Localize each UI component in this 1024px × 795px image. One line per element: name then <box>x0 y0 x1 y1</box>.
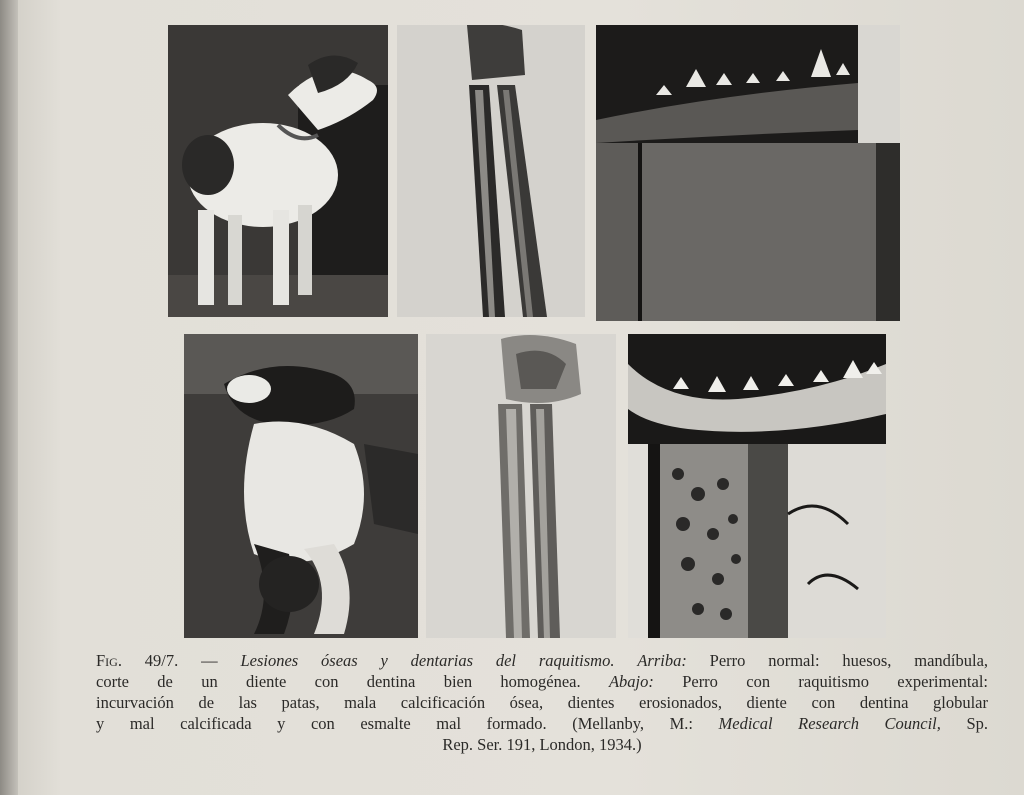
caption-line-4 <box>96 713 988 734</box>
caption-title: Lesiones óseas y dentarias del raquitismo. <box>240 651 615 670</box>
figure-panel-normal-dog <box>168 25 388 317</box>
normal-dog-photo <box>168 25 388 317</box>
caption-line-5-text: Rep. Ser. 191, London, 1934.) <box>442 735 642 754</box>
book-spine-shadow <box>0 0 18 795</box>
figure-label: Fig. 49/7. — <box>96 651 218 670</box>
caption-line-4-a: y mal calcificada y con esmalte mal formado. (Mellanby, M.: <box>96 714 693 733</box>
caption-source-italic: Medical Research Council, <box>718 714 941 733</box>
caption-arriba-label: Arriba: <box>637 651 687 670</box>
caption-line-2-text: corte de un diente con dentina bien homogénea. <box>96 672 581 691</box>
figure-panel-rachitic-bone-xray <box>426 334 616 638</box>
figure-panel-normal-bone-xray <box>397 25 585 317</box>
normal-jaw-and-tooth-section <box>596 25 900 321</box>
rachitic-jaw-and-tooth-section <box>628 334 886 638</box>
figure-panel-rachitic-dog <box>184 334 418 638</box>
caption-line-3-text: incurvación de las patas, mala calcificación ósea, dientes erosionados, diente con dentina globular <box>96 693 988 712</box>
rachitic-bone-xray <box>426 334 616 638</box>
caption-line-5 <box>96 734 988 755</box>
figure-panel-rachitic-jaw-tooth <box>628 334 886 638</box>
caption-arriba-text: Perro normal: huesos, mandíbula, <box>709 651 989 670</box>
caption-line-3 <box>96 692 988 713</box>
normal-bone-xray <box>397 25 585 317</box>
caption-line-4-b: Sp. <box>966 714 989 733</box>
caption-abajo-label: Abajo: <box>608 672 654 691</box>
rachitic-dog-photo <box>184 334 418 638</box>
caption-line-2 <box>96 671 988 692</box>
caption-line-1 <box>96 650 988 671</box>
figure-caption <box>96 650 988 755</box>
figure-panel-normal-jaw-tooth <box>596 25 900 321</box>
caption-abajo-text: Perro con raquitismo experimental: <box>682 672 989 691</box>
